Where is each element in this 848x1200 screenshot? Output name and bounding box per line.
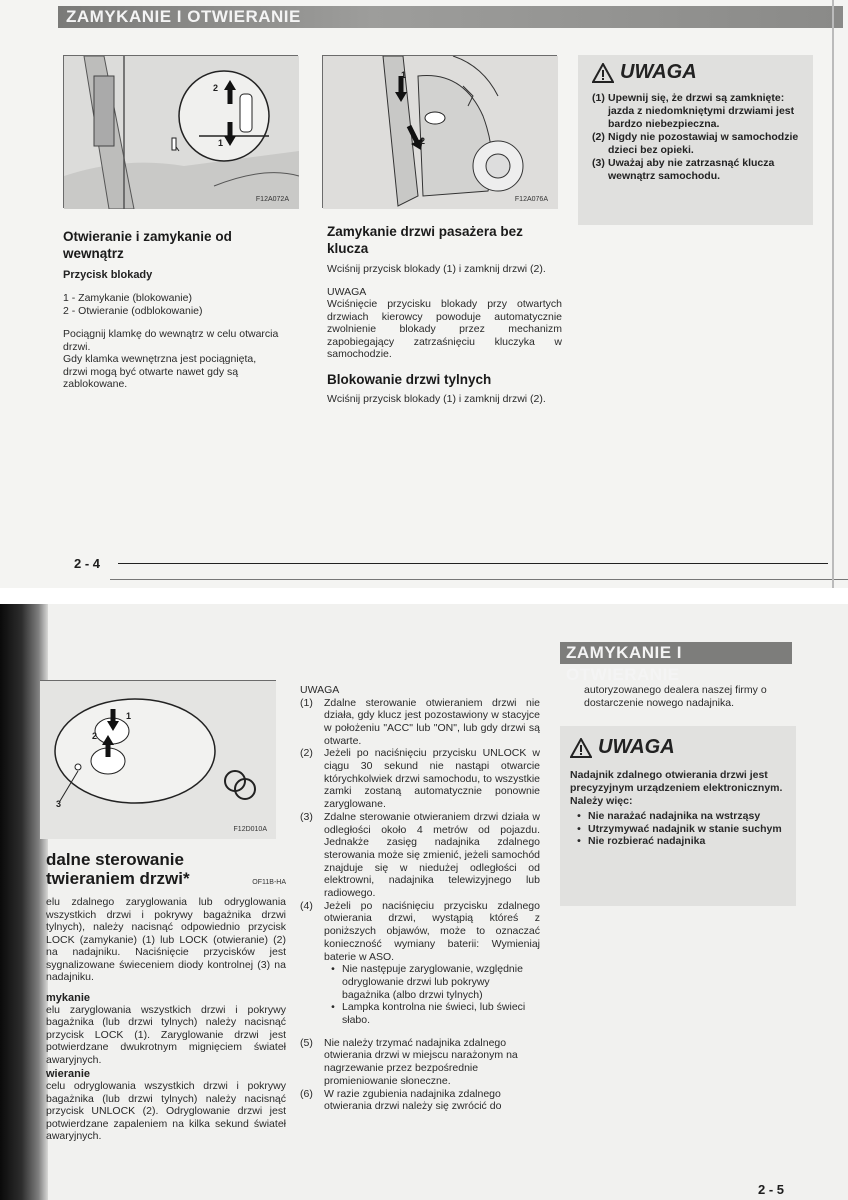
figure-lock-button-interior xyxy=(63,55,298,208)
warning-bullet: • Utrzymywać nadajnik w stanie suchym xyxy=(570,823,788,836)
note-list xyxy=(300,697,540,964)
top-page xyxy=(0,0,848,588)
page-number-fragment: 2 - 5 xyxy=(758,1182,785,1196)
warning-item: (3) Uważaj aby nie zatrzasnąć klucza wewnątrz samochodu. xyxy=(592,157,775,182)
right-edge-line xyxy=(832,0,834,588)
subheading-unlock: wieranie xyxy=(46,1068,91,1080)
callout-2: 2 xyxy=(92,731,98,741)
callout-3: 3 xyxy=(56,799,62,809)
section-banner-bottom: ZAMYKANIE I OTWIERANIE xyxy=(560,642,792,664)
section-heading: Otwieranie i zamykanie od wewnątrz xyxy=(63,229,232,261)
note-label: UWAGA xyxy=(327,285,367,298)
section-heading: dalne sterowanie xyxy=(46,850,184,869)
paragraph: elu zaryglowania wszystkich drzwi i pokrywy bagażnika (lub drzwi tylnych) należy nacisnąć przycisk LOCK (1). Zaryglowanie drzwi jest potwierdzane dwukrotnym mignięciem świateł awaryjnych. xyxy=(46,1003,286,1066)
warning-item: (1) Upewnij się, że drzwi są zamknięte: jazda z niedomkniętymi drzwiami jest bardzo niebezpieczna. xyxy=(592,92,795,130)
edge-rule xyxy=(110,579,848,580)
note-item: (5) Nie należy trzymać nadajnika zdalnego otwierania drzwi w miejscu narażonym na nagrzewanie przez bezpośrednie promieniowanie słoneczne. xyxy=(300,1036,518,1087)
note-item: (6) W razie zgubienia nadajnika zdalnego otwierania drzwi należy się zwrócić do xyxy=(300,1087,502,1113)
door-illustration xyxy=(323,56,558,209)
warning-triangle-icon xyxy=(592,63,614,83)
lock-button-illustration xyxy=(64,56,299,209)
note-item: (1) Zdalne sterowanie otwieraniem drzwi nie działa, gdy klucz jest pozostawiony w stacyjce w położeniu "ACC" lub "ON", lub gdy drzwi są otwarte. xyxy=(300,696,540,747)
warning-title xyxy=(592,61,803,84)
figure-code: F12D010A xyxy=(233,826,267,833)
warning-title xyxy=(570,736,788,759)
note-list-continued xyxy=(300,1037,540,1113)
remote-illustration xyxy=(40,681,276,839)
reference-code: OF11B-HA xyxy=(252,879,286,886)
symptom-item: • Nie następuje zaryglowanie, względnie odryglowanie drzwi lub pokrywy bagażnika (albo drzwi tylnych) xyxy=(324,963,540,1001)
bullet-icon: • xyxy=(577,822,581,835)
warning-bullet: • Nie rozbierać nadajnika xyxy=(570,835,788,848)
footer-rule xyxy=(118,563,828,564)
bullet-icon: • xyxy=(577,810,581,822)
middle-column-bottom xyxy=(300,684,540,1113)
continuation-text: autoryzowanego dealera naszej firmy o dostarczenie nowego nadajnika. xyxy=(584,684,767,709)
figure-code: F12A076A xyxy=(514,196,548,203)
warning-bullet: • Nie narażać nadajnika na wstrząsy xyxy=(570,810,788,823)
figure-remote-transmitter xyxy=(40,680,276,838)
paragraph: Wciśnij przycisk blokady (1) i zamknij drzwi (2). xyxy=(327,392,546,405)
bullet-icon: • xyxy=(331,963,335,976)
callout-2: 2 xyxy=(213,83,219,93)
paragraph: elu zdalnego zaryglowania lub odryglowania wszystkich drzwi i pokrywy bagażnika drzwi tylnych), należy nacisnąć odpowiednio przycisk LOCK (zamykanie) (1) lub LOCK (otwieranie) (2) na nadajniku. Naciśnięcie przycisków jest sygnalizowane świeceniem diody kontrolnej (3) na nadajniku. xyxy=(46,896,286,983)
section-heading: twieraniem drzwi* xyxy=(46,869,190,888)
warning-bullets xyxy=(570,810,788,848)
page-number: 2 - 4 xyxy=(74,556,101,571)
item-lock: 1 - Zamykanie (blokowanie) xyxy=(63,292,192,304)
figure-code: F12A072A xyxy=(255,196,289,203)
note-item: (4) Jeżeli po naciśnięciu przycisku zdalnego otwierania drzwi, wystąpią któreś z poniższych objawów, może to oznaczać konieczność wymiany baterii: Wymieniaj baterie w ASO. xyxy=(300,899,540,963)
paragraph: Pociągnij klamkę do wewnątrz w celu otwarcia drzwi. Gdy klamka wewnętrzna jest pociągnięta, drzwi mogą być otwarte nawet gdy są zablokowane. xyxy=(63,328,279,390)
item-unlock: 2 - Otwieranie (odblokowanie) xyxy=(63,304,203,317)
warning-title-text: UWAGA xyxy=(620,61,697,83)
paragraph: celu odryglowania wszystkich drzwi i pokrywy bagażnika (lub drzwi tylnych) należy nacisnąć przycisk UNLOCK (2). Odryglowanie drzwi jest potwierdzane zapaleniem na kilka sekund świateł awaryjnych. xyxy=(46,1080,286,1142)
subheading-lock: mykanie xyxy=(46,991,91,1004)
callout-1: 1 xyxy=(401,70,407,80)
symptom-list xyxy=(324,963,540,1027)
middle-column-top xyxy=(327,223,562,405)
callout-1: 1 xyxy=(218,138,224,148)
note-item: (2) Jeżeli po naciśnięciu przycisku UNLOCK w ciągu 30 sekund nie nastąpi otwarcie którychkolwiek drzwi samochodu, to wszystkie zamki zostaną automatycznie ponownie zaryglowane. xyxy=(300,747,540,811)
warning-text: Nadajnik zdalnego otwierania drzwi jest precyzyjnym urządzeniem elektronicznym. Należy więc: xyxy=(570,769,783,807)
warning-title-text: UWAGA xyxy=(598,736,675,758)
warning-list xyxy=(592,92,803,183)
symptom-item: • Lampka kontrolna nie świeci, lub świeci słabo. xyxy=(324,1001,540,1026)
callout-2: 2 xyxy=(420,136,426,146)
bullet-icon: • xyxy=(577,835,581,848)
bottom-page xyxy=(0,604,848,1200)
bullet-icon: • xyxy=(331,1001,335,1014)
left-column-bottom xyxy=(46,850,286,1143)
note-label: UWAGA xyxy=(300,684,340,696)
section-heading: Blokowanie drzwi tylnych xyxy=(327,371,492,387)
section-heading: Zamykanie drzwi pasażera bez klucza xyxy=(327,224,523,256)
warning-triangle-icon xyxy=(570,738,592,758)
note-text: Wciśnięcie przycisku blokady przy otwartych drzwiach kierowcy powoduje automatycznie zwolnienie blokady przez mechanizm zapobiegający zatrzaśnięciu kluczyka w samochodzie. xyxy=(327,298,562,360)
right-column-bottom xyxy=(584,684,804,709)
subheading: Przycisk blokady xyxy=(63,269,153,281)
note-item: (3) Zdalne sterowanie otwieraniem drzwi działa w odległości około 4 metrów od pojazdu. Jednakże zasięg nadajnika zdalnego sterowania może się zmienić, jeżeli samochód znajduje się w niedużej odległości od elektrowni, nadajnika telewizyjnego lub radiowego. xyxy=(300,810,540,900)
callout-1: 1 xyxy=(126,711,132,721)
left-column-top xyxy=(63,228,281,391)
warning-item: (2) Nigdy nie pozostawiaj w samochodzie dzieci bez opieki. xyxy=(592,131,799,156)
figure-passenger-door xyxy=(322,55,557,208)
warning-box xyxy=(578,55,813,225)
paragraph: Wciśnij przycisk blokady (1) i zamknij drzwi (2). xyxy=(327,263,546,275)
warning-box xyxy=(560,726,796,906)
section-banner-top: ZAMYKANIE I OTWIERANIE xyxy=(58,6,843,28)
